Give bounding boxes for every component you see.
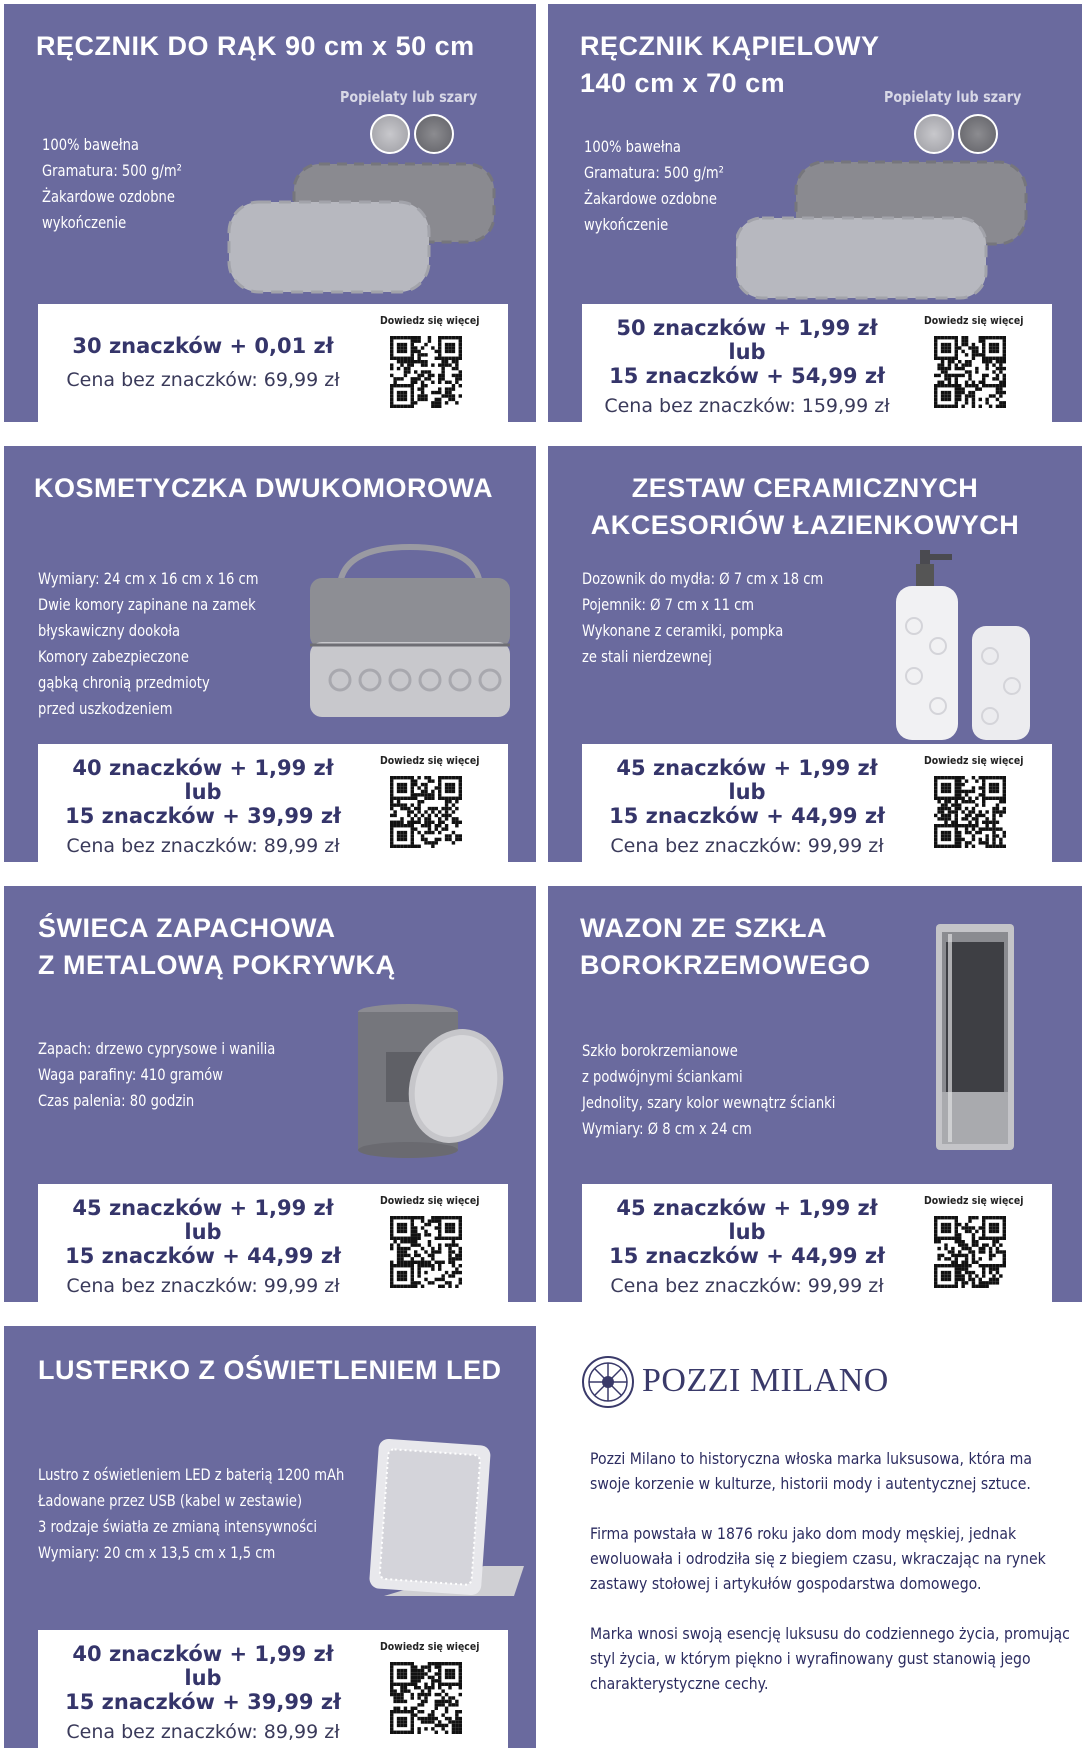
stamp-price: 45 znaczków + 1,99 zł [616, 756, 878, 780]
learn-more-label: Dowiedz się więcej [380, 1194, 480, 1207]
brand-line: Pozzi Milano to historyczna włoska marka luksusowa, która ma [590, 1449, 1033, 1468]
qr-code[interactable] [934, 776, 1006, 848]
brand-line: zastawy stołowej i artykułów gospodarstwa domowego. [590, 1574, 982, 1593]
brand-logo-icon [580, 1354, 636, 1410]
desc-line: Pojemnik: Ø 7 cm x 11 cm [582, 595, 755, 614]
ceramic-set-image [878, 546, 1038, 746]
qr-code[interactable] [390, 1662, 462, 1734]
price-or: lub [728, 780, 766, 804]
product-card-led-mirror [4, 1326, 536, 1748]
price-box [582, 1184, 1052, 1302]
price-box [582, 304, 1052, 422]
desc-line: z podwójnymi ściankami [582, 1067, 743, 1086]
price-or: lub [184, 1666, 222, 1690]
title-line: Z METALOWĄ POKRYWKĄ [38, 950, 396, 980]
brand-paragraph [590, 1521, 1070, 1596]
desc-line: Zapach: drzewo cyprysowe i wanilia [38, 1039, 276, 1058]
stamp-price: 45 znaczków + 1,99 zł [616, 1196, 878, 1220]
regular-price: Cena bez znaczków: 89,99 zł [66, 1721, 340, 1743]
product-description [42, 132, 182, 236]
desc-line: Lustro z oświetleniem LED z baterią 1200 mAh [38, 1465, 345, 1484]
dark-grey-swatch [414, 114, 454, 154]
light-grey-swatch [370, 114, 410, 154]
qr-code[interactable] [390, 336, 462, 408]
towel-image [224, 154, 504, 299]
product-description [38, 1462, 344, 1566]
product-title [36, 28, 475, 65]
color-label: Popielaty lub szary [340, 88, 478, 106]
desc-line: Wymiary: 24 cm x 16 cm x 16 cm [38, 569, 259, 588]
regular-price: Cena bez znaczków: 99,99 zł [66, 1275, 340, 1297]
candle-image [348, 1002, 518, 1162]
desc-line: Dozownik do mydła: Ø 7 cm x 18 cm [582, 569, 824, 588]
led-mirror-image [364, 1436, 534, 1606]
dark-grey-swatch [958, 114, 998, 154]
regular-price: Cena bez znaczków: 99,99 zł [610, 835, 884, 857]
qr-code[interactable] [390, 1216, 462, 1288]
vase-image [932, 922, 1018, 1152]
product-description [582, 566, 823, 670]
product-description [38, 566, 259, 722]
desc-line: przed uszkodzeniem [38, 699, 173, 718]
desc-line: Gramatura: 500 g/m² [584, 163, 724, 182]
product-description [38, 1036, 275, 1114]
desc-line: gąbką chronią przedmioty [38, 673, 210, 692]
desc-line: wykończenie [584, 215, 669, 234]
product-title [34, 470, 493, 507]
product-title [38, 910, 395, 984]
title-line: ZESTAW CERAMICZNYCH [631, 473, 979, 503]
light-grey-swatch [914, 114, 954, 154]
stamp-price: 30 znaczków + 0,01 zł [72, 334, 334, 358]
desc-line: Jednolity, szary kolor wewnątrz ścianki [582, 1093, 836, 1112]
desc-line: Dwie komory zapinane na zamek [38, 595, 256, 614]
cosmetic-bag-image [300, 542, 520, 722]
brand-line: styl życia, w którym piękno i wyrafinowany gust stanowią jego [590, 1649, 1031, 1668]
qr-code[interactable] [934, 1216, 1006, 1288]
qr-code[interactable] [390, 776, 462, 848]
regular-price: Cena bez znaczków: 99,99 zł [610, 1275, 884, 1297]
brand-line: charakterystyczne cechy. [590, 1674, 769, 1693]
stamp-price-alt: 15 znaczków + 44,99 zł [609, 804, 885, 828]
desc-line: ze stali nierdzewnej [582, 647, 712, 666]
desc-line: błyskawiczny dookoła [38, 621, 181, 640]
title-line: LUSTERKO Z OŚWIETLENIEM LED [38, 1355, 502, 1385]
price-box [38, 1184, 508, 1302]
stamp-price-alt: 15 znaczków + 44,99 zł [65, 1244, 341, 1268]
desc-line: 3 rodzaje światła ze zmianą intensywności [38, 1517, 317, 1536]
stamp-price-alt: 15 znaczków + 54,99 zł [609, 364, 885, 388]
product-description [582, 1038, 835, 1142]
product-card-hand-towel [4, 4, 536, 422]
price-or: lub [184, 780, 222, 804]
regular-price: Cena bez znaczków: 69,99 zł [66, 369, 340, 391]
stamp-price: 45 znaczków + 1,99 zł [72, 1196, 334, 1220]
title-line: KOSMETYCZKA DWUKOMOROWA [34, 473, 493, 503]
brand-description [590, 1446, 1070, 1721]
learn-more-label: Dowiedz się więcej [924, 314, 1024, 327]
product-card-bath-towel [548, 4, 1082, 422]
regular-price: Cena bez znaczków: 89,99 zł [66, 835, 340, 857]
desc-line: Komory zabezpieczone [38, 647, 189, 666]
desc-line: Ładowane przez USB (kabel w zestawie) [38, 1491, 303, 1510]
product-card-cosmetic-bag [4, 446, 536, 862]
desc-line: Żakardowe ozdobne [584, 189, 717, 208]
qr-code[interactable] [934, 336, 1006, 408]
title-line: BOROKRZEMOWEGO [580, 950, 871, 980]
product-card-candle [4, 886, 536, 1302]
stamp-price-alt: 15 znaczków + 39,99 zł [65, 1690, 341, 1714]
desc-line: Wymiary: 20 cm x 13,5 cm x 1,5 cm [38, 1543, 276, 1562]
price-or: lub [728, 340, 766, 364]
desc-line: 100% bawełna [42, 135, 139, 154]
desc-line: Czas palenia: 80 godzin [38, 1091, 195, 1110]
learn-more-label: Dowiedz się więcej [924, 754, 1024, 767]
title-line: AKCESORIÓW ŁAZIENKOWYCH [590, 510, 1020, 540]
towel-image [736, 154, 1036, 304]
product-description [584, 134, 724, 238]
desc-line: wykończenie [42, 213, 127, 232]
stamp-price: 40 znaczków + 1,99 zł [72, 756, 334, 780]
price-box [38, 1630, 508, 1748]
product-card-ceramic-set [548, 446, 1082, 862]
price-box [582, 744, 1052, 862]
product-title [38, 1352, 502, 1389]
title-line: RĘCZNIK KĄPIELOWY [580, 31, 880, 61]
desc-line: Gramatura: 500 g/m² [42, 161, 182, 180]
desc-line: Żakardowe ozdobne [42, 187, 175, 206]
brand-line: Firma powstała w 1876 roku jako dom mody męskiej, jednak [590, 1524, 1017, 1543]
title-line: ŚWIECA ZAPACHOWA [38, 913, 336, 943]
price-or: lub [728, 1220, 766, 1244]
brand-name: POZZI MILANO [642, 1362, 889, 1399]
product-card-vase [548, 886, 1082, 1302]
brand-line: Marka wnosi swoją esencję luksusu do codziennego życia, promując [590, 1624, 1070, 1643]
learn-more-label: Dowiedz się więcej [380, 1640, 480, 1653]
brand-line: ewoluowała i odrodziła się z biegiem czasu, wkraczając na rynek [590, 1549, 1046, 1568]
stamp-price: 50 znaczków + 1,99 zł [616, 316, 878, 340]
title-line: WAZON ZE SZKŁA [580, 913, 827, 943]
stamp-price: 40 znaczków + 1,99 zł [72, 1642, 334, 1666]
title-line: RĘCZNIK DO RĄK 90 cm x 50 cm [36, 31, 475, 61]
product-title [580, 28, 880, 102]
desc-line: Wykonane z ceramiki, pompka [582, 621, 784, 640]
color-label: Popielaty lub szary [884, 88, 1022, 106]
learn-more-label: Dowiedz się więcej [380, 314, 480, 327]
product-title [580, 910, 871, 984]
desc-line: 100% bawełna [584, 137, 681, 156]
brand-line: swoje korzenie w kulturze, historii mody i autentycznej sztuce. [590, 1474, 1031, 1493]
learn-more-label: Dowiedz się więcej [380, 754, 480, 767]
price-box [38, 744, 508, 862]
desc-line: Szkło borokrzemianowe [582, 1041, 738, 1060]
desc-line: Wymiary: Ø 8 cm x 24 cm [582, 1119, 752, 1138]
regular-price: Cena bez znaczków: 159,99 zł [604, 395, 890, 417]
stamp-price-alt: 15 znaczków + 39,99 zł [65, 804, 341, 828]
price-or: lub [184, 1220, 222, 1244]
brand-paragraph [590, 1446, 1070, 1496]
learn-more-label: Dowiedz się więcej [924, 1194, 1024, 1207]
brand-section [548, 1326, 1082, 1748]
stamp-price-alt: 15 znaczków + 44,99 zł [609, 1244, 885, 1268]
title-line: 140 cm x 70 cm [580, 68, 786, 98]
desc-line: Waga parafiny: 410 gramów [38, 1065, 224, 1084]
product-title [558, 470, 1052, 544]
brand-paragraph [590, 1621, 1070, 1696]
price-box [38, 304, 508, 422]
